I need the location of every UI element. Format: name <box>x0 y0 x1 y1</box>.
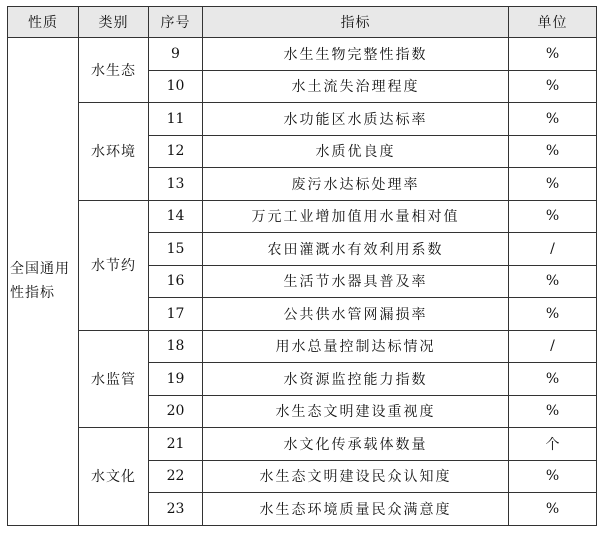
unit-cell: 个 <box>509 428 597 461</box>
indicator-cell: 用水总量控制达标情况 <box>203 330 509 363</box>
category-cell: 水文化 <box>79 428 149 526</box>
unit-cell: % <box>509 265 597 298</box>
number-cell: 14 <box>149 200 203 233</box>
number-cell: 15 <box>149 233 203 266</box>
number-cell: 9 <box>149 38 203 71</box>
indicator-cell: 水质优良度 <box>203 135 509 168</box>
nature-cell <box>8 38 79 526</box>
header-row <box>8 7 597 38</box>
number-cell: 23 <box>149 493 203 526</box>
header-indicator: 指标 <box>203 7 509 38</box>
number-cell: 17 <box>149 298 203 331</box>
number-cell: 13 <box>149 168 203 201</box>
indicator-cell: 农田灌溉水有效利用系数 <box>203 233 509 266</box>
unit-cell: % <box>509 135 597 168</box>
table-body <box>8 38 597 526</box>
indicator-cell: 水功能区水质达标率 <box>203 103 509 136</box>
unit-cell: % <box>509 460 597 493</box>
number-cell: 10 <box>149 70 203 103</box>
unit-cell: % <box>509 298 597 331</box>
nature-line: 性指标 <box>10 285 55 302</box>
indicator-cell: 水生态文明建设重视度 <box>203 395 509 428</box>
table-header <box>8 7 597 38</box>
table-row <box>8 38 597 71</box>
table-row <box>8 330 597 363</box>
indicator-cell: 万元工业增加值用水量相对值 <box>203 200 509 233</box>
unit-cell: % <box>509 103 597 136</box>
number-cell: 11 <box>149 103 203 136</box>
header-category: 类别 <box>79 7 149 38</box>
number-cell: 16 <box>149 265 203 298</box>
number-cell: 18 <box>149 330 203 363</box>
indicator-cell: 水生态环境质量民众满意度 <box>203 493 509 526</box>
indicator-table <box>7 6 597 526</box>
indicator-cell: 公共供水管网漏损率 <box>203 298 509 331</box>
number-cell: 20 <box>149 395 203 428</box>
unit-cell: / <box>509 233 597 266</box>
indicator-cell: 水生生物完整性指数 <box>203 38 509 71</box>
indicator-cell: 生活节水器具普及率 <box>203 265 509 298</box>
header-unit: 单位 <box>509 7 597 38</box>
table-row <box>8 200 597 233</box>
header-nature: 性质 <box>8 7 79 38</box>
indicator-cell: 水文化传承载体数量 <box>203 428 509 461</box>
unit-cell: % <box>509 363 597 396</box>
number-cell: 12 <box>149 135 203 168</box>
category-cell: 水环境 <box>79 103 149 201</box>
unit-cell: % <box>509 70 597 103</box>
category-cell: 水节约 <box>79 200 149 330</box>
indicator-table-container <box>7 6 597 526</box>
unit-cell: % <box>509 200 597 233</box>
header-number: 序号 <box>149 7 203 38</box>
number-cell: 19 <box>149 363 203 396</box>
nature-line: 全国通用 <box>10 261 70 278</box>
number-cell: 21 <box>149 428 203 461</box>
indicator-cell: 水土流失治理程度 <box>203 70 509 103</box>
unit-cell: % <box>509 168 597 201</box>
unit-cell: % <box>509 395 597 428</box>
indicator-cell: 水生态文明建设民众认知度 <box>203 460 509 493</box>
indicator-cell: 水资源监控能力指数 <box>203 363 509 396</box>
unit-cell: % <box>509 38 597 71</box>
table-row <box>8 103 597 136</box>
number-cell: 22 <box>149 460 203 493</box>
indicator-cell: 废污水达标处理率 <box>203 168 509 201</box>
category-cell: 水监管 <box>79 330 149 428</box>
unit-cell: % <box>509 493 597 526</box>
unit-cell: / <box>509 330 597 363</box>
category-cell: 水生态 <box>79 38 149 103</box>
table-row <box>8 428 597 461</box>
